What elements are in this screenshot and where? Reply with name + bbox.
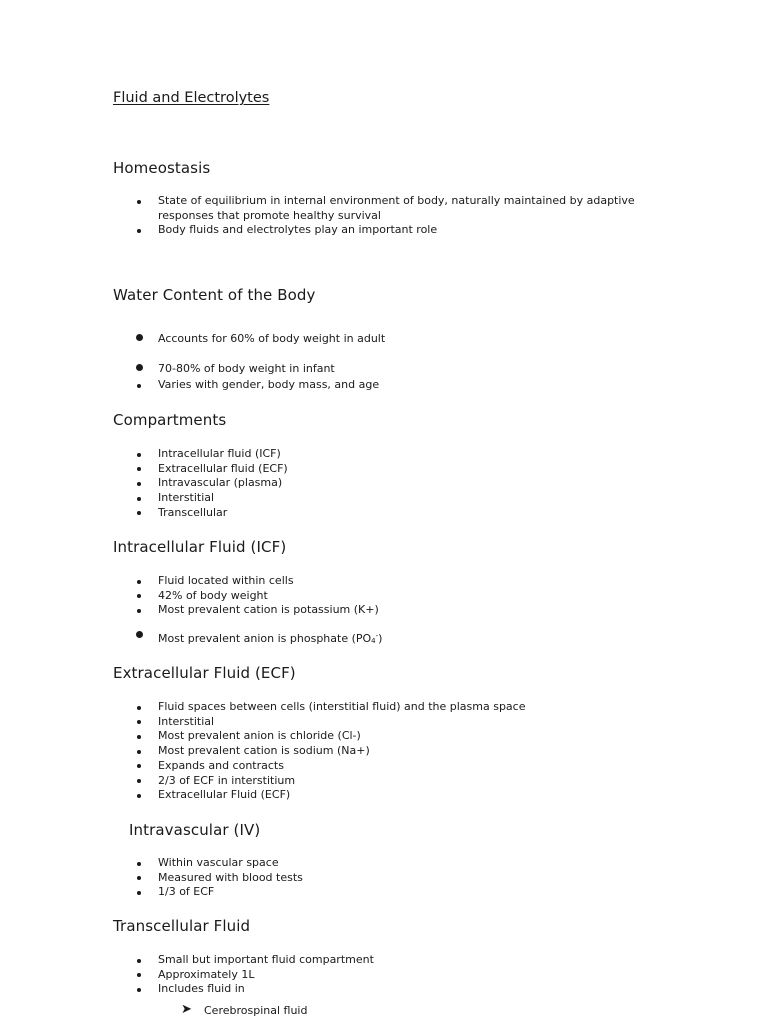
list-item: Intracellular fluid (ICF) <box>0 447 658 462</box>
list-item: Small but important fluid compartment <box>0 953 658 968</box>
bullet-icon <box>137 511 141 515</box>
icf-list <box>0 574 658 649</box>
bullet-icon <box>137 750 141 754</box>
bullet-icon <box>136 631 143 638</box>
list-item: State of equilibrium in internal environment of body, naturally maintained by adaptive responses that promote healthy survival <box>0 194 658 223</box>
list-item: Extracellular Fluid (ECF) <box>0 788 658 803</box>
heading-transcellular: Transcellular Fluid <box>113 917 251 935</box>
list-item: Body fluids and electrolytes play an important role <box>0 223 658 238</box>
list-item: Varies with gender, body mass, and age <box>0 378 658 393</box>
bullet-icon <box>137 594 141 598</box>
homeostasis-list <box>0 194 658 238</box>
bullet-icon <box>137 959 141 963</box>
bullet-icon <box>137 467 141 471</box>
list-item: Expands and contracts <box>0 759 658 774</box>
transcellular-list <box>0 953 658 997</box>
heading-ecf: Extracellular Fluid (ECF) <box>113 664 296 682</box>
heading-compartments: Compartments <box>113 411 227 429</box>
document-title: Fluid and Electrolytes <box>113 90 270 106</box>
bullet-icon <box>137 497 141 501</box>
bullet-icon <box>137 609 141 613</box>
water-content-list <box>0 332 658 393</box>
list-item: Includes fluid in <box>0 982 658 997</box>
list-item: Within vascular space <box>0 856 658 871</box>
bullet-icon <box>137 453 141 457</box>
arrow-bullet-icon: ➤ <box>181 1002 192 1017</box>
list-item: 1/3 of ECF <box>0 885 658 900</box>
bullet-icon <box>137 706 141 710</box>
list-item: Most prevalent anion is phosphate $(PO_4^-)$ <box>0 629 658 649</box>
list-item: Measured with blood tests <box>0 871 658 886</box>
bullet-icon <box>137 482 141 486</box>
bullet-icon <box>137 862 141 866</box>
heading-icf: Intracellular Fluid (ICF) <box>113 538 287 556</box>
bullet-icon <box>137 229 141 233</box>
list-item: Fluid spaces between cells (interstitial fluid) and the plasma space <box>0 700 658 715</box>
intravascular-list <box>0 856 658 900</box>
heading-water-content: Water Content of the Body <box>113 286 316 304</box>
list-item: 2/3 of ECF in interstitium <box>0 774 658 789</box>
list-item: Accounts for 60% of body weight in adult <box>0 332 658 347</box>
list-item: Intravascular (plasma) <box>0 476 658 491</box>
list-item: ➤ Cerebrospinal fluid <box>181 1002 308 1017</box>
list-item: Most prevalent cation is sodium (Na+) <box>0 744 658 759</box>
heading-homeostasis: Homeostasis <box>113 159 211 177</box>
list-item: Most prevalent anion is chloride (Cl-) <box>0 729 658 744</box>
list-item: Approximately 1L <box>0 968 658 983</box>
list-item: Interstitial <box>0 715 658 730</box>
bullet-icon <box>136 334 143 341</box>
list-item: 70-80% of body weight in infant <box>0 362 658 377</box>
bullet-icon <box>136 364 143 371</box>
list-item: Most prevalent cation is potassium (K+) <box>0 603 658 618</box>
list-item: Interstitial <box>0 491 658 506</box>
compartments-list <box>0 447 658 521</box>
list-item: Fluid located within cells <box>0 574 658 589</box>
bullet-icon <box>137 891 141 895</box>
bullet-icon <box>137 580 141 584</box>
ecf-list <box>0 700 658 803</box>
transcellular-sublist <box>0 1004 307 1019</box>
bullet-icon <box>137 779 141 783</box>
bullet-icon <box>137 764 141 768</box>
list-item: Transcellular <box>0 506 658 521</box>
bullet-icon <box>137 200 141 204</box>
bullet-icon <box>137 384 141 388</box>
bullet-icon <box>137 735 141 739</box>
bullet-icon <box>137 876 141 880</box>
bullet-icon <box>137 988 141 992</box>
list-item: 42% of body weight <box>0 589 658 604</box>
heading-intravascular: Intravascular (IV) <box>129 821 261 839</box>
bullet-icon <box>137 794 141 798</box>
bullet-icon <box>137 973 141 977</box>
list-item: Extracellular fluid (ECF) <box>0 462 658 477</box>
bullet-icon <box>137 720 141 724</box>
